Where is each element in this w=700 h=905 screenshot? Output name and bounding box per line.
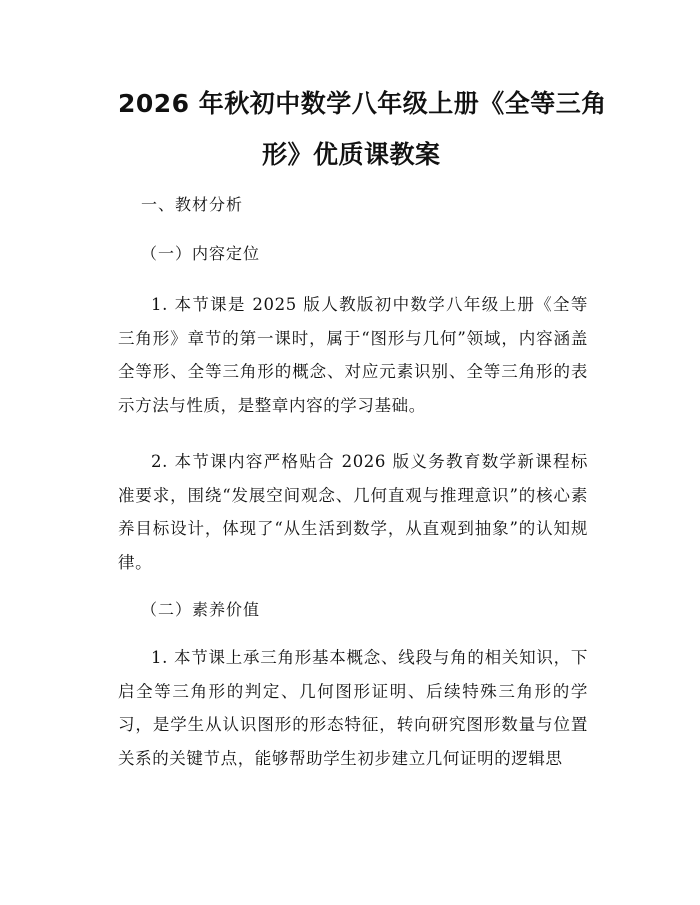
section-heading-textbook-analysis: 一、教材分析 [141,195,244,214]
paragraph-literacy-value-1: 1. 本节课上承三角形基本概念、线段与角的相关知识，下启全等三角形的判定、几何图形证明、后续特殊三角形的学习，是学生从认识图形的形态特征，转向研究图形数量与位置关系的关键节点，能够帮助学生初步建立几何证明的逻辑思 [118,648,588,768]
document-title-line-1: 2026 年秋初中数学八年级上册《全等三角 [118,89,607,118]
subsection-heading-literacy-value: （二）素养价值 [141,600,261,619]
paragraph-content-positioning-1: 1. 本节课是 2025 版人教版初中数学八年级上册《全等三角形》章节的第一课时，属于“图形与几何”领域，内容涵盖全等形、全等三角形的概念、对应元素识别、全等三角形的表示方法与性质，是整章内容的学习基础。 [118,295,588,415]
subsection-heading-content-positioning: （一）内容定位 [141,244,261,263]
paragraph-content-positioning-2: 2. 本节课内容严格贴合 2026 版义务教育数学新课程标准要求，围绕“发展空间观念、几何直观与推理意识”的核心素养目标设计，体现了“从生活到数学，从直观到抽象”的认知规律。 [118,452,588,572]
document-title-line-2: 形》优质课教案 [262,140,441,169]
